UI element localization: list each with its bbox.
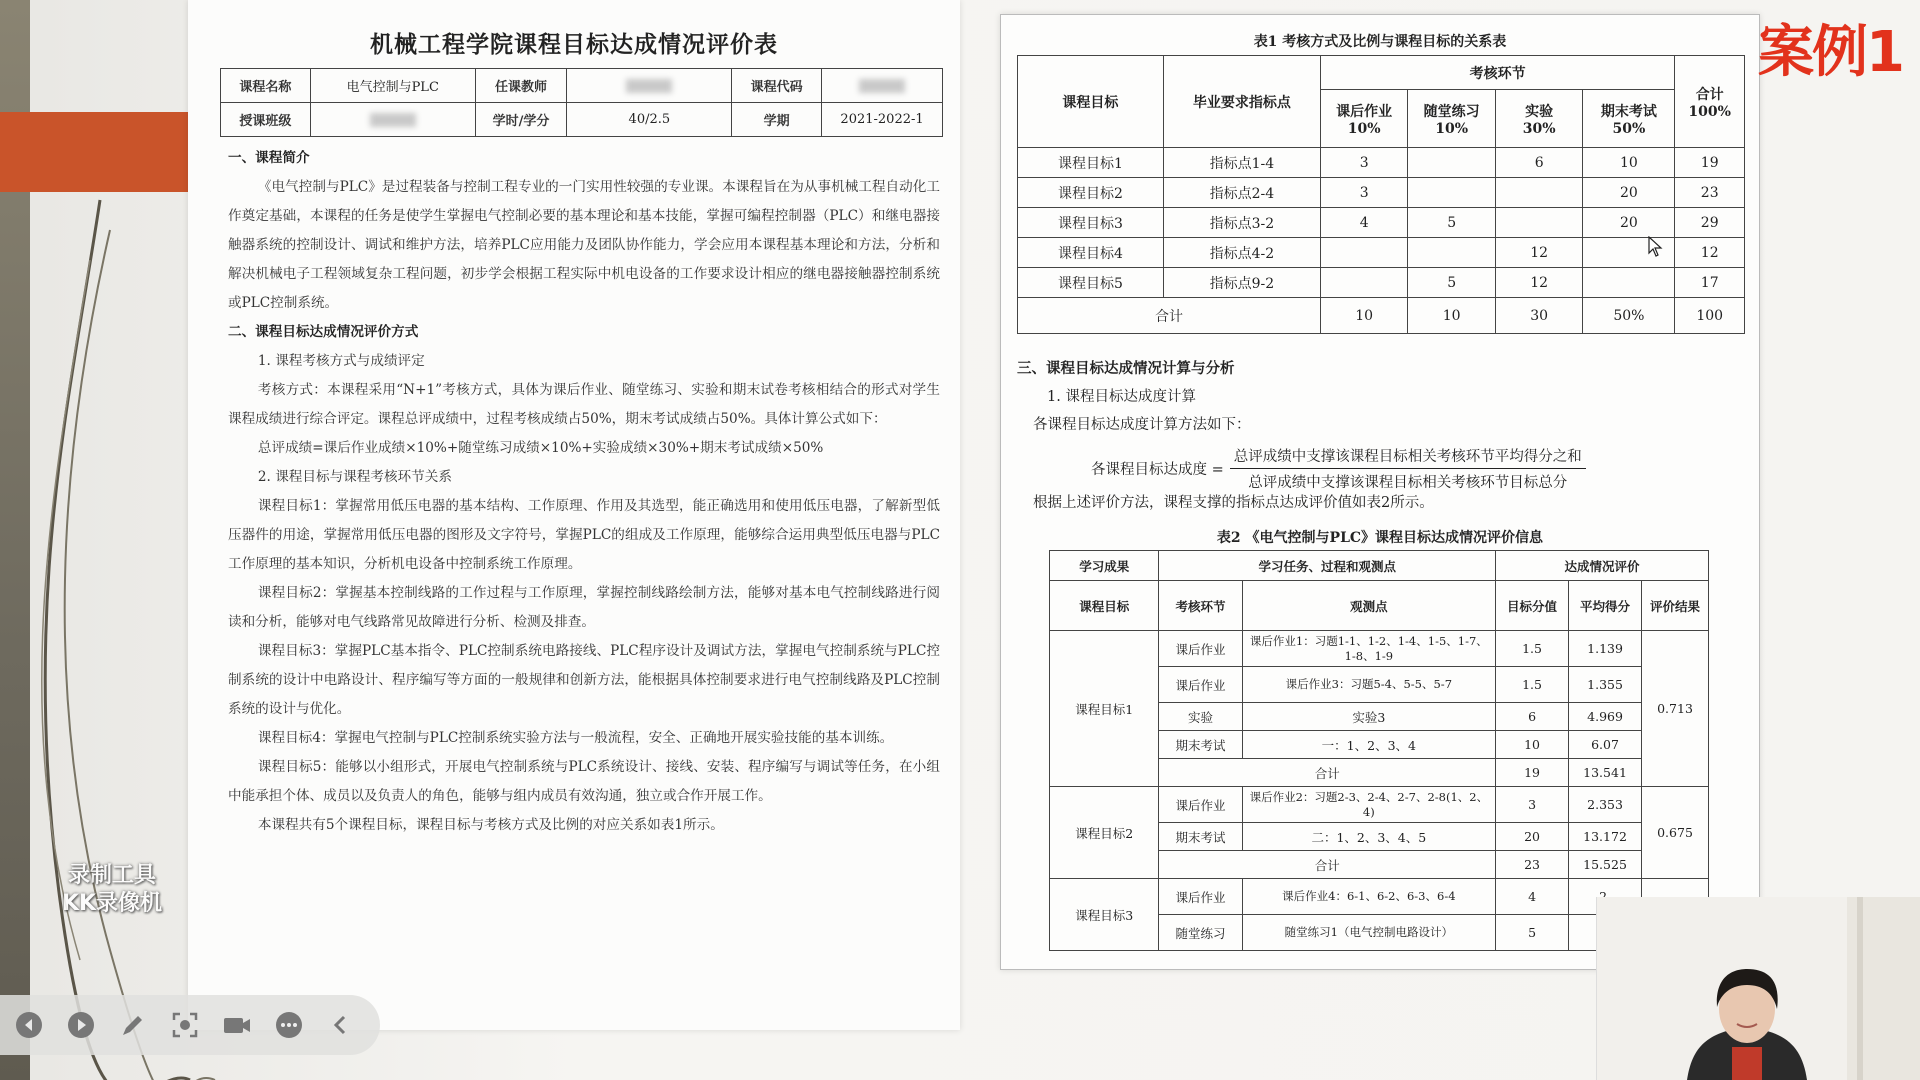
paragraph: 1. 课程考核方式与成绩评定 [257,353,425,369]
t1-col-header: 随堂练习 10% [1408,90,1496,148]
table-row [1018,238,1745,268]
table-cell: 12 [1675,238,1745,268]
table-row-sum [1018,298,1745,334]
table-cell: 15.525 [1569,851,1642,879]
table-cell [1408,238,1496,268]
section-heading: 二、课程目标达成情况评价方式 [228,324,419,340]
t1-header-group: 考核环节 [1320,56,1674,90]
table-cell: 3 [1320,148,1408,178]
table-cell: 5 [1408,268,1496,298]
t1-header-req: 毕业要求指标点 [1163,56,1320,148]
t2-header-result: 评价结果 [1642,581,1709,631]
table-cell [1495,178,1583,208]
course-code-value-redacted [822,69,943,103]
presenter-video [1597,897,1920,1080]
mouse-cursor-icon [1648,236,1664,258]
table-cell: 4 [1320,208,1408,238]
goal-cell: 课程目标2 [1050,787,1159,879]
t2-header-outcome: 学习成果 [1050,551,1159,581]
formula-denominator: 总评成绩中支撑该课程目标相关考核环节目标总分 [1248,475,1568,491]
section3-intro: 各课程目标达成度计算方法如下： [1033,417,1251,433]
course-info-table [220,68,943,137]
table-cell: 实验 [1159,703,1242,731]
table-cell [1408,148,1496,178]
collapse-icon[interactable] [326,1010,356,1040]
table-cell: 课后作业 [1159,667,1242,703]
paragraph: 总评成绩=课后作业成绩×10%+随堂练习成绩×10%+实验成绩×30%+期末考试成绩×50% [257,440,824,456]
paragraph: 考核方式：本课程采用“N+1”考核方式，具体为课后作业、随堂练习、实验和期末试卷考核相结合的形式对学生课程成绩进行综合评定。课程总评成绩中，过程考核成绩占50%，期末考试成绩占50%。具体计算公式如下： [228,382,940,427]
table-cell: 29 [1675,208,1745,238]
presentation-toolbar [0,995,380,1055]
table-cell: 随堂练习 [1159,915,1242,951]
paragraph: 2. 课程目标与课程考核环节关系 [257,469,452,485]
table-cell: 10 [1583,148,1675,178]
table-cell: 6.07 [1569,731,1642,759]
table-cell: 10 [1496,731,1569,759]
table-cell: 课程目标2 [1018,178,1164,208]
term-label: 学期 [732,103,822,137]
t1-header-total: 合计 100% [1675,56,1745,148]
course-code-label: 课程代码 [732,69,822,103]
table-cell: 1.5 [1496,631,1569,667]
table-cell: 19 [1496,759,1569,787]
table-cell: 期末考试 [1159,823,1242,851]
table-cell [1408,178,1496,208]
t2-header-link: 考核环节 [1159,581,1242,631]
table-cell: 20 [1583,208,1675,238]
table-cell: 1.355 [1569,667,1642,703]
table-cell: 30 [1495,298,1583,334]
table-cell: 6 [1496,703,1569,731]
table2 [1049,550,1709,951]
paragraph: 课程目标1：掌握常用低压电器的基本结构、工作原理、作用及其选型，能正确选用和使用低压电器，了解新型低压器件的用途，掌握常用低压电器的图形及文字符号，掌握PLC的组成及工作原理，能够综合运用典型低压电器与PLC工作原理的基本知识，分析机电设备中控制系统工作原理。 [228,498,940,572]
table-cell: 课后作业3：习题5-4、5-5、5-7 [1242,667,1495,703]
table-row [1018,208,1745,238]
table-cell: 4 [1496,879,1569,915]
t2-header-target: 目标分值 [1496,581,1569,631]
table-row [1018,148,1745,178]
table-cell: 12 [1495,238,1583,268]
table-cell: 指标点2-4 [1163,178,1320,208]
term-value: 2021-2022-1 [822,103,943,137]
paragraph: 课程目标5：能够以小组形式，开展电气控制系统与PLC系统设计、接线、安装、程序编写与调试等任务，在小组中能承担个体、成员以及负责人的角色，能够与组内成员有效沟通，独立或合作开展工作。 [228,759,940,804]
section3-after: 根据上述评价方法，课程支撑的指标点达成评价值如表2所示。 [1033,495,1434,511]
hours-value: 40/2.5 [567,103,732,137]
screenshot-icon[interactable] [170,1010,200,1040]
pen-icon[interactable] [118,1010,148,1040]
formula-numerator: 总评成绩中支撑该课程目标相关考核环节平均得分之和 [1230,445,1586,469]
class-label: 授课班级 [221,103,311,137]
t1-header-goal: 课程目标 [1018,56,1164,148]
table-cell: 6 [1495,148,1583,178]
table-cell: 2.353 [1569,787,1642,823]
table-cell: 课程目标4 [1018,238,1164,268]
table-cell: 3 [1320,178,1408,208]
table-cell: 课程目标5 [1018,268,1164,298]
t1-col-header: 期末考试 50% [1583,90,1675,148]
table-cell: 合计 [1159,759,1496,787]
goal-cell: 课程目标1 [1050,631,1159,787]
teacher-label: 任课教师 [475,69,567,103]
section-heading: 一、课程简介 [228,150,310,166]
goal-cell: 课程目标3 [1050,879,1159,951]
table-cell: 12 [1495,268,1583,298]
table-row [1018,178,1745,208]
camera-icon[interactable] [222,1010,252,1040]
table-cell: 课后作业1：习题1-1、1-2、1-4、1-5、1-7、1-8、1-9 [1242,631,1495,667]
section3-title: 三、课程目标达成情况计算与分析 [1017,360,1235,377]
table-cell: 一：1、2、3、4 [1242,731,1495,759]
table2-caption: 表2 《电气控制与PLC》课程目标达成情况评价信息 [1216,530,1544,546]
table-row [1050,787,1709,823]
table-cell: 19 [1675,148,1745,178]
doc-title: 机械工程学院课程目标达成情况评价表 [370,31,778,58]
table-cell: 13.541 [1569,759,1642,787]
table-row [1018,268,1745,298]
play-icon[interactable] [66,1010,96,1040]
table-cell: 课后作业2：习题2-3、2-4、2-7、2-8(1、2、4) [1242,787,1495,823]
table-cell [1583,268,1675,298]
table-cell: 期末考试 [1159,731,1242,759]
section3-sub: 1. 课程目标达成度计算 [1047,389,1196,405]
table-cell: 50% [1583,298,1675,334]
table-cell: 100 [1675,298,1745,334]
table-cell: 指标点4-2 [1163,238,1320,268]
doc-body-text [228,144,940,840]
table-cell: 23 [1675,178,1745,208]
more-icon[interactable] [274,1010,304,1040]
table-cell: 课后作业4：6-1、6-2、6-3、6-4 [1242,879,1495,915]
table-cell: 课后作业 [1159,787,1242,823]
webcam-overlay [1596,897,1920,1080]
table1-caption: 表1 考核方式及比例与课程目标的关系表 [1253,34,1507,50]
table-cell: 4.969 [1569,703,1642,731]
table-cell: 二：1、2、3、4、5 [1242,823,1495,851]
table-cell [1495,208,1583,238]
slide-accent-block [0,112,188,192]
table-cell: 随堂练习1（电气控制电路设计） [1242,915,1495,951]
prev-icon[interactable] [14,1010,44,1040]
table-cell: 13.172 [1569,823,1642,851]
watermark-line2: KK录像机 [61,891,163,916]
table-cell: 20 [1583,178,1675,208]
t1-col-header: 实验 30% [1495,90,1583,148]
watermark-line1: 录制工具 [67,863,156,888]
t1-col-header: 课后作业 10% [1320,90,1408,148]
table-cell: 5 [1408,208,1496,238]
formula-lhs: 各课程目标达成度 = [1091,462,1224,478]
achievement-formula [1091,445,1586,492]
t2-header-obs: 观测点 [1242,581,1495,631]
table-cell: 指标点3-2 [1163,208,1320,238]
table-cell: 课程目标1 [1018,148,1164,178]
table-cell: 20 [1496,823,1569,851]
document-page-left [188,0,960,1030]
paragraph: 课程目标2：掌握基本控制线路的工作过程与工作原理，掌握控制线路绘制方法，能够对基本电气控制线路进行阅读和分析，能够对电气线路常见故障进行分析、检测及排查。 [228,585,940,630]
table-cell: 合计 [1018,298,1321,334]
table-cell: 3 [1496,787,1569,823]
table-cell [1320,238,1408,268]
class-value-redacted [310,103,475,137]
document-page-right [1000,14,1760,970]
recorder-watermark [48,862,176,918]
t2-header-eval: 达成情况评价 [1496,551,1709,581]
table-cell [1320,268,1408,298]
table-cell: 23 [1496,851,1569,879]
table-cell: 1.5 [1496,667,1569,703]
t2-header-task: 学习任务、过程和观测点 [1159,551,1496,581]
paragraph: 《电气控制与PLC》是过程装备与控制工程专业的一门实用性较强的专业课。本课程旨在为从事机械工程自动化工作奠定基础，本课程的任务是使学生掌握电气控制必要的基本理论和基本技能，掌握可编程控制器（PLC）和继电器接触器系统的控制设计、调试和维护方法，培养PLC应用能力及团队协作能力，学会应用本课程基本理论和方法，分析和解决机械电子工程领域复杂工程问题，初步学会根据工程实际中机电设备的工作要求设计相应的继电器接触器控制系统或PLC控制系统。 [228,179,940,311]
table-cell: 指标点9-2 [1163,268,1320,298]
hours-label: 学时/学分 [475,103,567,137]
table-cell: 10 [1320,298,1408,334]
result-cell: 0.675 [1642,787,1709,879]
course-name-value: 电气控制与PLC [310,69,475,103]
table-cell: 指标点1-4 [1163,148,1320,178]
table-cell: 5 [1496,915,1569,951]
table-cell: 10 [1408,298,1496,334]
course-name-label: 课程名称 [221,69,311,103]
result-cell: 0.713 [1642,631,1709,787]
table-cell: 课程目标3 [1018,208,1164,238]
t2-header-avg: 平均得分 [1569,581,1642,631]
table-cell: 合计 [1159,851,1496,879]
paragraph: 本课程共有5个课程目标，课程目标与考核方式及比例的对应关系如表1所示。 [257,817,724,833]
table-cell: 课后作业 [1159,631,1242,667]
table-row [1050,631,1709,667]
table-cell: 17 [1675,268,1745,298]
teacher-value-redacted [567,69,732,103]
paragraph: 课程目标3：掌握PLC基本指令、PLC控制系统电路接线、PLC程序设计及调试方法，掌握电气控制系统与PLC控制系统的设计中电路设计、程序编写等方面的一般规律和创新方法，能根据具体控制要求进行电气控制线路及PLC控制系统的设计与优化。 [228,643,940,717]
t2-header-goal: 课程目标 [1050,581,1159,631]
case-label: 案例1 [1758,20,1903,85]
table1 [1017,55,1745,334]
table-cell: 实验3 [1242,703,1495,731]
table-cell: 1.139 [1569,631,1642,667]
paragraph: 课程目标4：掌握电气控制与PLC控制系统实验方法与一般流程，安全、正确地开展实验技能的基本训练。 [257,730,894,746]
table-cell: 课后作业 [1159,879,1242,915]
